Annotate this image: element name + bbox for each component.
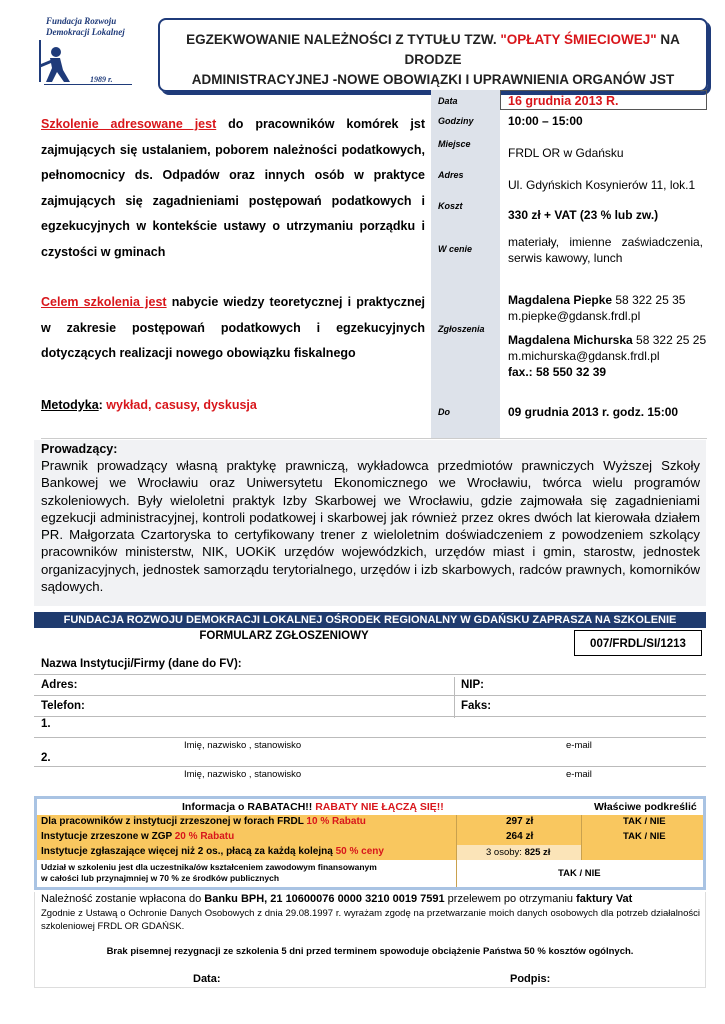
trainer-text: Prawnik prowadzący własną praktykę prawniczą, wykładowca przedmiotów prawniczych Wyższej Szkoły Bankowej we Wrocławiu oraz Uniwersytetu Ekonomicznego we Wrocławiu, twórca wielu programów szkoleniowych. Były wieloletni praktyk Izby Skarbowej we Wrocławiu, gdzie zajmowała się zagadnieniami egzekucji administracyjnej, kontroli podatkowej i skarbowej jak również przez okres dwóch lat kierowała działem PR. Małgorzata Czartoryska to certyfikowany trener z wieloletnim doświadczeniem z powodzeniem szkolący pracowników ministerstw, NIK, UOKiK urzędów wojewódzkich, urzędów miast i gmin, starostw, jednostek organizacyjnych, jednostek samorządu terytorialnego, urzędów i izb skarbowych, radców prawnych, komorników sądowych. [41, 458, 700, 595]
form-title: FORMULARZ ZGŁOSZENIOWY [199, 630, 369, 642]
rabat-r2-option[interactable]: TAK / NIE [623, 831, 666, 842]
rabat-r2-price: 264 zł [506, 831, 534, 842]
rabat-r1-price: 297 zł [506, 816, 534, 827]
logo-underline [44, 84, 132, 85]
logo-year: 1989 r. [90, 75, 113, 84]
participant-2-person-hint: Imię, nazwisko , stanowisko [184, 769, 302, 780]
payment-info: Należność zostanie wpłacona do Banku BPH, 21 10600076 0000 3210 0019 7591 przelewem po otrzymaniu faktury Vat [41, 893, 633, 905]
footer-border [34, 892, 706, 988]
info-godziny-label: Godziny [438, 116, 474, 126]
rabat-header: Informacja o RABATACH!! RABATY NIE ŁĄCZĄ SIĘ!! [182, 801, 444, 813]
signature-label: Podpis: [510, 973, 551, 985]
info-wcenie-value: materiały, imienne zaświadczenia, serwis kawowy, lunch [508, 235, 703, 265]
intro-method: Metodyka: wykład, casusy, dyskusja [41, 398, 257, 412]
form-inst-label: Nazwa Instytucji/Firmy (dane do FV): [41, 658, 242, 670]
logo-line2: Demokracji Lokalnej [46, 27, 125, 37]
form-adres-input[interactable] [80, 677, 450, 696]
intro-goal: Celem szkolenia jest nabycie wiedzy teoretycznej i praktycznej w zakresie postępowań podatkowych i egzekucyjnych dotyczących realizacji nowego obowiązku fiskalnego [41, 295, 425, 360]
rabat-r1-text: Dla pracowników z instytucji zrzeszonej w forach FRDL 10 % Rabatu [41, 816, 366, 827]
info-do-label: Do [438, 407, 450, 417]
rabat-col-a [456, 815, 457, 887]
rabat-r2-text: Instytucje zrzeszone w ZGP 20 % Rabatu [41, 831, 235, 842]
form-nip-input[interactable] [490, 677, 706, 696]
info-do-value: 09 grudnia 2013 r. godz. 15:00 [508, 405, 679, 419]
logo-figure-icon [30, 36, 90, 84]
info-divider [41, 438, 707, 439]
form-fax-label: Faks: [461, 700, 492, 712]
form-code: 007/FRDL/SI/1213 [574, 630, 702, 656]
trainer-label: Prowadzący: [41, 442, 118, 456]
rabat-r4-text: Udział w szkoleniu jest dla uczestnika/ów kształceniem zawodowym finansowanym w całości lub przynajmniej w 70 % ze środków publicznych [41, 862, 377, 883]
info-data-value: 16 grudnia 2013 R. [508, 94, 619, 108]
logo-line1: Fundacja Rozwoju [46, 16, 117, 26]
info-koszt-value: 330 zł + VAT (23 % lub zw.) [508, 208, 659, 222]
info-data-label: Data [438, 96, 458, 106]
logo [30, 14, 130, 84]
participant-1-person-hint: Imię, nazwisko , stanowisko [184, 740, 302, 751]
rabat-r3-text: Instytucje zgłaszające więcej niż 2 os., płacą za każdą kolejną 50 % ceny [41, 846, 384, 857]
participant-1-email-hint: e-mail [566, 740, 592, 751]
participant-2-email-hint: e-mail [566, 769, 592, 780]
participant-2-input[interactable] [34, 749, 706, 767]
info-miejsce-label: Miejsce [438, 139, 471, 149]
rabat-header-right: Właściwe podkreślić [594, 801, 697, 813]
participant-1-input[interactable] [34, 718, 706, 738]
form-inst-row[interactable] [34, 656, 706, 675]
info-wcenie-label: W cenie [438, 244, 473, 254]
form-tel-label: Telefon: [41, 700, 85, 712]
cancel-text: Brak pisemnej rezygnacji ze szkolenia 5 dni przed terminem spowoduje obciążenie Państwa 50 % kosztów ogólnych. [106, 946, 634, 957]
info-adres-value: Ul. Gdyńskich Kosynierów 11, lok.1 [508, 178, 696, 192]
intro-audience: Szkolenie adresowane jest do pracowników komórek jst zajmujących się ustalaniem, poborem należności podatkowych, pełnomocnicy ds. Odpadów oraz innych osób w praktyce zajmujących się zagadnieniami postępowań podatkowych i egzekucyjnych w kontekście ustawy o utrzymaniu porządku i czystości w gminach [41, 117, 425, 259]
info-zgloszenia-label: Zgłoszenia [438, 324, 485, 334]
rabat-r4-option[interactable]: TAK / NIE [558, 868, 601, 879]
info-adres-label: Adres [438, 170, 464, 180]
date-label: Data: [193, 973, 221, 985]
form-nip-label: NIP: [461, 679, 484, 691]
rabat-col-b [581, 815, 582, 860]
participant-1-number: 1. [41, 718, 51, 730]
participant-2-number: 2. [41, 752, 51, 764]
form-tel-input[interactable] [90, 698, 450, 717]
consent-text: Zgodnie z Ustawą o Ochronie Danych Osobowych z dnia 29.08.1997 r. wyrażam zgodę na przetwarzanie moich danych osobowych dla potrzeb działalności szkoleniowej FRDL OR GDAŃSK. [41, 908, 700, 932]
info-miejsce-value: FRDL OR w Gdańsku [508, 146, 624, 160]
info-koszt-label: Koszt [438, 201, 463, 211]
rabat-r1-option[interactable]: TAK / NIE [623, 816, 666, 827]
info-godziny-value: 10:00 – 15:00 [508, 114, 583, 128]
form-banner: FUNDACJA ROZWOJU DEMOKRACJI LOKALNEJ OŚRODEK REGIONALNY W GDAŃSKU ZAPRASZA NA SZKOLENIE [34, 612, 706, 628]
rabat-r3-price: 3 osoby: 825 zł [486, 847, 551, 858]
form-adres-label: Adres: [41, 679, 78, 691]
info-zgloszenia-value: Magdalena Piepke 58 322 25 35 m.piepke@gdansk.frdl.pl Magdalena Michurska 58 322 25 25 m.michurska@gdansk.frdl.pl fax.: 58 550 32 39 [508, 293, 707, 379]
form-col-divider [454, 677, 455, 718]
form-fax-input[interactable] [495, 698, 706, 717]
page-title: EGZEKWOWANIE NALEŻNOŚCI Z TYTUŁU TZW. "OPŁATY ŚMIECIOWEJ" NA DRODZE ADMINISTRACYJNEJ -NOWE OBOWIĄZKI I UPRAWNIENIA ORGANÓW JST [158, 18, 708, 92]
